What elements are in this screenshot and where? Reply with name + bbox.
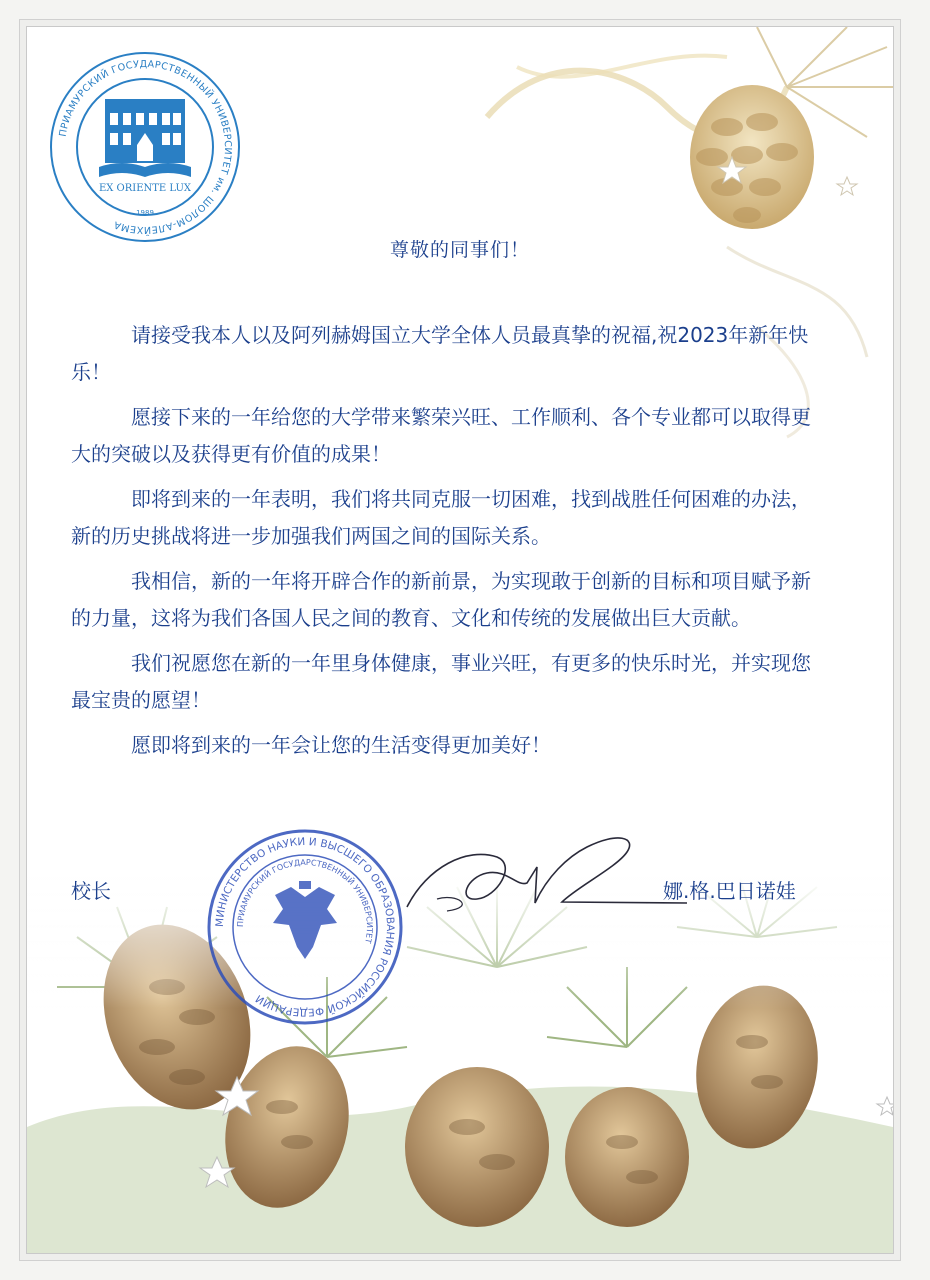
signatory-name: 娜.格.巴日诺娃: [663, 879, 796, 903]
paragraph-1: 请接受我本人以及阿列赫姆国立大学全体人员最真挚的祝福,祝2023年新年快乐！: [71, 323, 809, 384]
letter-sheet: [26, 26, 894, 1254]
paragraph-4: 我相信，新的一年将开辟合作的新前景，为实现敢于创新的目标和项目赋予新的力量，这将为我们各国人民之间的教育、文化和传统的发展做出巨大贡献。: [71, 569, 811, 630]
logo-motto: EX ORIENTE LUX: [98, 183, 192, 194]
seal-ring-text: МИНИСТЕРСТВО НАУКИ И ВЫСШЕГО ОБРАЗОВАНИЯ РОССИЙСКОЙ ФЕДЕРАЦИИ: [213, 835, 397, 1019]
signatory-title: 校长: [71, 879, 111, 903]
handwritten-signature: [387, 807, 687, 927]
logo-year: 1989: [136, 209, 154, 217]
paragraph-2: 愿接下来的一年给您的大学带来繁荣兴旺、工作顺利、各个专业都可以取得更大的突破以及获得更有价值的成果！: [71, 405, 811, 466]
paragraph-6: 愿即将到来的一年会让您的生活变得更加美好！: [131, 733, 551, 757]
official-seal: [205, 827, 405, 1027]
seal-inner-text: ПРИАМУРСКИЙ ГОСУДАРСТВЕННЫЙ УНИВЕРСИТЕТ: [235, 857, 375, 945]
pine-garland-decoration: [27, 877, 893, 1253]
university-logo: [47, 49, 243, 245]
paragraph-3: 即将到来的一年表明，我们将共同克服一切困难，找到战胜任何困难的办法，新的历史挑战将进一步加强我们两国之间的国际关系。: [71, 487, 811, 548]
paragraph-5: 我们祝愿您在新的一年里身体健康，事业兴旺，有更多的快乐时光，并实现您最宝贵的愿望！: [71, 651, 811, 712]
letter-body: [71, 317, 827, 764]
letter-heading: 尊敬的同事们！: [389, 239, 530, 261]
logo-ring-text: ПРИАМУРСКИЙ ГОСУДАРСТВЕННЫЙ УНИВЕРСИТЕТ им. ШОЛОМ-АЛЕЙХЕМА: [57, 58, 234, 236]
